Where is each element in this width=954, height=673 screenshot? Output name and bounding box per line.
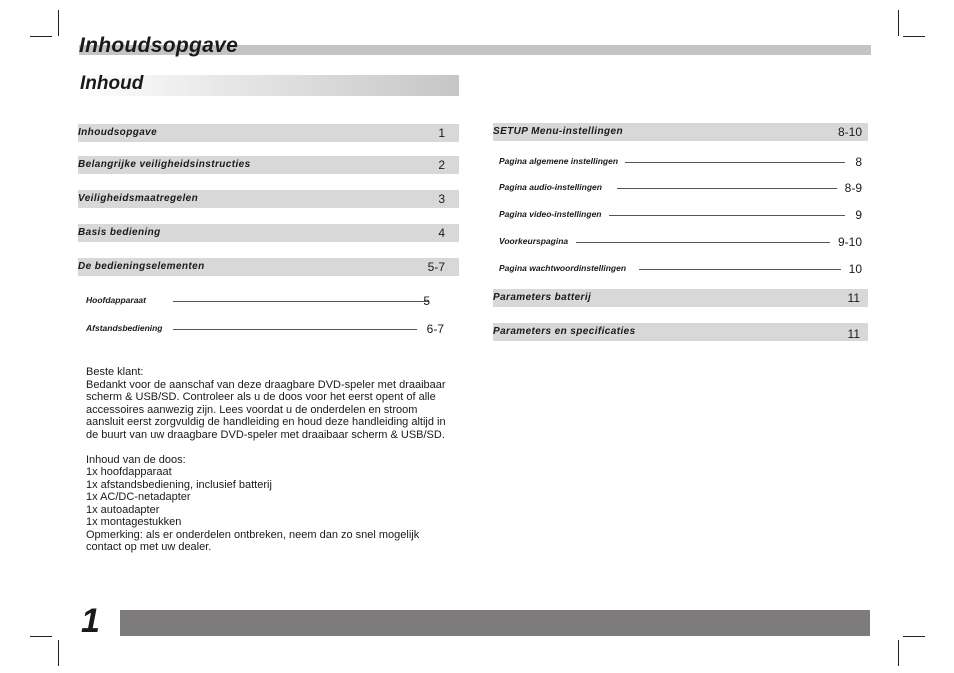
body-line: 1x montagestukken (86, 516, 182, 528)
toc-entry-label: Parameters en specificaties (493, 326, 636, 337)
toc-subentry[interactable] (499, 235, 862, 251)
toc-entry-page: 1 (438, 126, 445, 140)
toc-subentry-label: Pagina audio-instellingen (499, 182, 602, 192)
toc-entry[interactable] (493, 123, 868, 141)
crop-mark (58, 10, 59, 36)
toc-subentry-page: 5 (423, 294, 430, 308)
body-line: Opmerking: als er onderdelen ontbreken, neem dan zo snel mogelijk (86, 528, 420, 541)
toc-entry-label: Veiligheidsmaatregelen (78, 193, 199, 204)
toc-subentry-label: Pagina algemene instellingen (499, 156, 619, 166)
page-number: 1 (81, 602, 100, 640)
leader-line (609, 215, 845, 216)
toc-entry-page: 2 (438, 158, 445, 172)
toc-entry-label: De bedieningselementen (78, 261, 205, 272)
toc-subentry-label: Voorkeurspagina (499, 236, 569, 246)
toc-subentry[interactable] (86, 322, 446, 338)
section-subtitle: Inhoud (80, 73, 144, 94)
toc-entry[interactable] (78, 124, 459, 142)
toc-entry[interactable] (493, 323, 868, 341)
body-line: Beste klant: (86, 366, 144, 378)
toc-subentry-page: 9 (855, 208, 862, 222)
body-line: scherm & USB/SD. Controleer als u de doos voor het eerst opent of alle (86, 391, 436, 403)
crop-mark (58, 640, 59, 666)
toc-entry[interactable] (78, 190, 459, 208)
toc-subentry-label: Pagina video-instellingen (499, 209, 602, 219)
body-line: aansluit eerst zorgvuldig de handleiding en houd deze handleiding altijd in (86, 416, 446, 428)
toc-subentry-page: 8-9 (844, 181, 862, 195)
toc-subentry[interactable] (499, 262, 862, 278)
body-line: Bedankt voor de aanschaf van deze draagbare DVD-speler met draaibaar (86, 378, 446, 391)
toc-subentry-page: 8 (855, 155, 862, 169)
leader-line (173, 329, 417, 330)
crop-mark (30, 36, 52, 37)
toc-entry-page: 8-10 (837, 125, 862, 139)
leader-line (625, 162, 845, 163)
toc-entry[interactable] (493, 289, 868, 307)
crop-mark (903, 636, 925, 637)
footer-bar (120, 610, 870, 636)
leader-line (576, 242, 830, 243)
leader-line (639, 269, 841, 270)
toc-entry-page: 3 (438, 192, 445, 206)
toc-entry-label: Parameters batterij (493, 292, 592, 303)
toc-entry[interactable] (78, 224, 459, 242)
page-title: Inhoudsopgave (79, 34, 239, 57)
toc-entry-page: 11 (847, 291, 860, 305)
leader-line (173, 301, 429, 302)
toc-subentry-label: Pagina wachtwoordinstellingen (499, 263, 627, 273)
toc-subentry-page: 10 (848, 262, 862, 276)
toc-entry-page: 5-7 (427, 260, 445, 274)
toc-subentry-label: Hoofdapparaat (86, 295, 146, 305)
toc-subentry[interactable] (499, 181, 862, 197)
body-line: accessoires aanwezig zijn. Lees voordat u de onderdelen en stroom (86, 403, 418, 416)
leader-line (617, 188, 837, 189)
toc-entry[interactable] (78, 156, 459, 174)
crop-mark (903, 36, 925, 37)
toc-entry-label: Basis bediening (78, 227, 161, 238)
body-line: Inhoud van de doos: (86, 453, 186, 466)
body-line: 1x hoofdapparaat (86, 466, 172, 478)
toc-subentry-page: 6-7 (426, 322, 444, 336)
toc-subentry[interactable] (86, 294, 446, 310)
crop-mark (898, 640, 899, 666)
toc-subentry-page: 9-10 (837, 235, 862, 249)
paragraph-gap (86, 441, 496, 454)
toc-entry[interactable] (78, 258, 459, 276)
body-line: 1x AC/DC-netadapter (86, 491, 191, 503)
body-line: 1x afstandsbediening, inclusief batterij (86, 478, 272, 491)
toc-entry-page: 11 (847, 327, 860, 341)
body-line: contact op met uw dealer. (86, 541, 212, 553)
toc-subentry[interactable] (499, 155, 862, 171)
toc-entry-label: Belangrijke veiligheidsinstructies (78, 159, 251, 170)
body-line: de buurt van uw draagbare DVD-speler met draaibaar scherm & USB/SD. (86, 428, 445, 441)
crop-mark (30, 636, 52, 637)
toc-subentry[interactable] (499, 208, 862, 224)
crop-mark (898, 10, 899, 36)
toc-subentry-label: Afstandsbediening (86, 323, 163, 333)
toc-entry-label: SETUP Menu-instellingen (493, 126, 623, 137)
toc-entry-page: 4 (438, 226, 445, 240)
intro-text (86, 366, 496, 554)
toc-entry-label: Inhoudsopgave (78, 127, 158, 138)
body-line: 1x autoadapter (86, 503, 160, 516)
